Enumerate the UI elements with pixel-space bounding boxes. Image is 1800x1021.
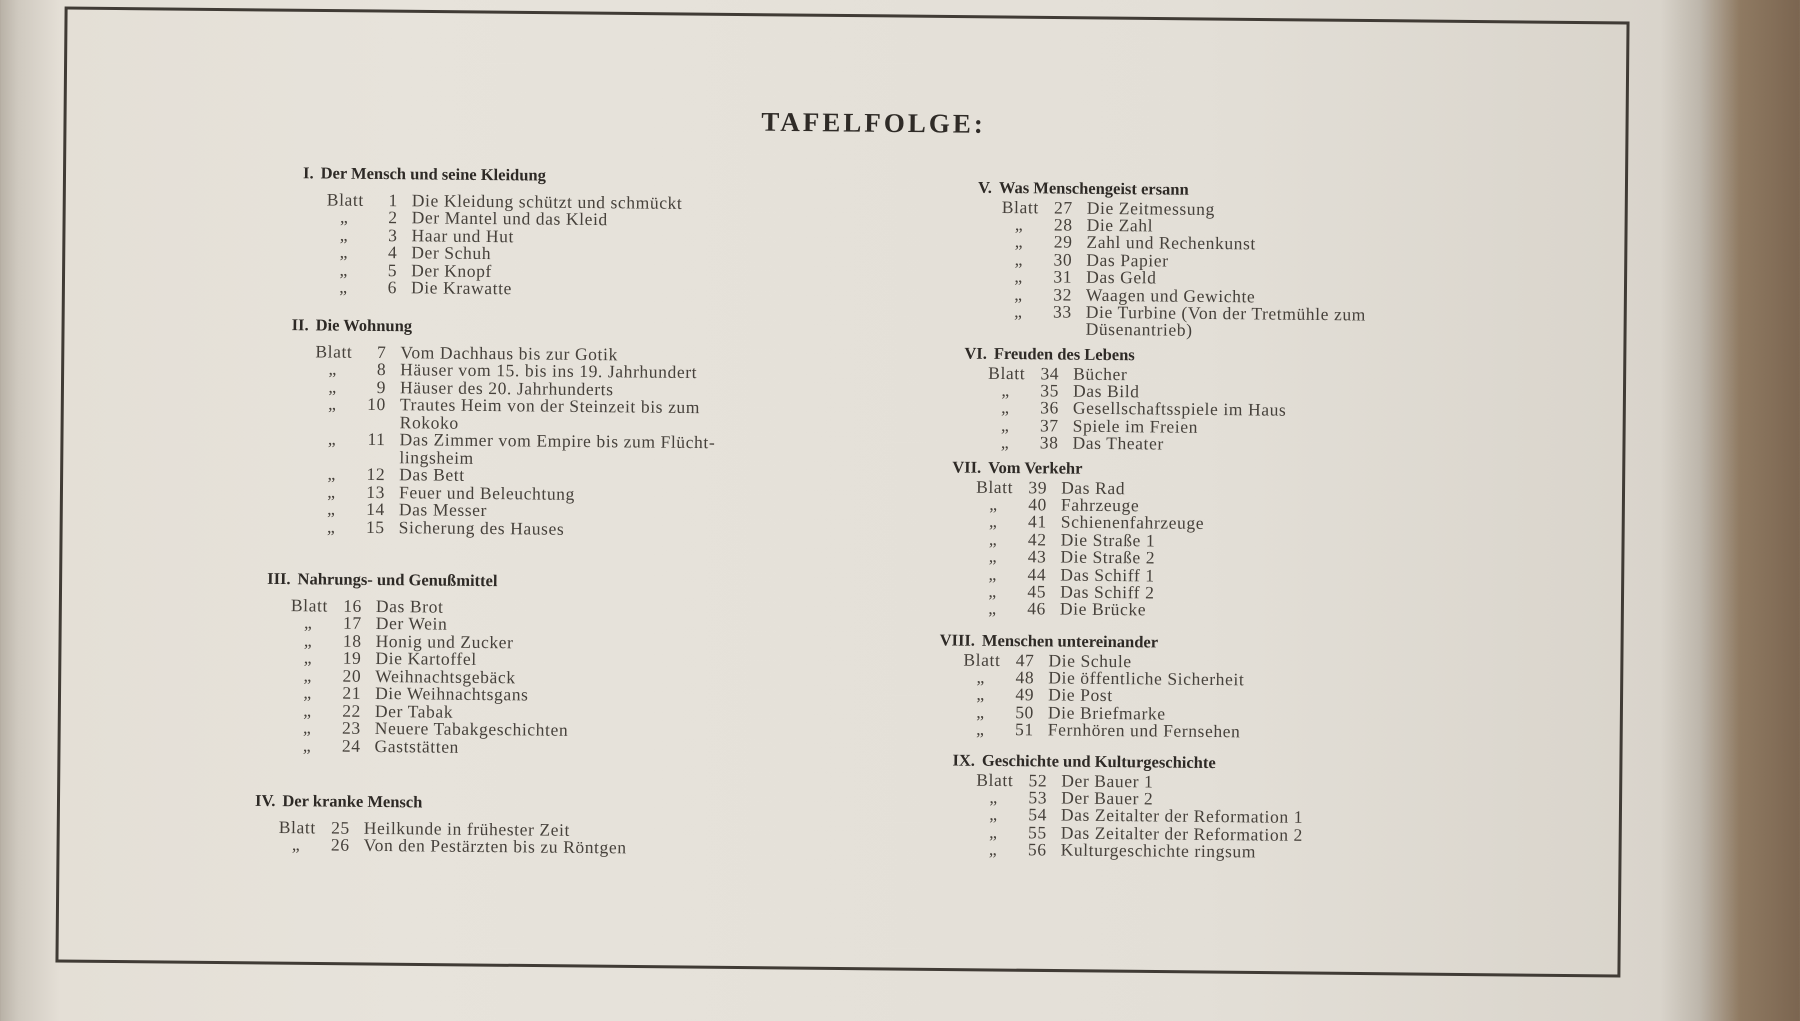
sheet-number: 42 (1027, 528, 1047, 550)
blatt-label: Blatt (1001, 196, 1039, 217)
ditto-mark: „ (1014, 248, 1024, 269)
ditto-mark: „ (303, 629, 313, 650)
toc-entry (326, 278, 682, 299)
ditto-mark: „ (989, 786, 998, 807)
section-numeral: III. (267, 568, 291, 589)
sheet-number: 5 (387, 259, 398, 280)
entry-title: Feuer und Beleuchtung (398, 481, 576, 504)
entry-title: Das Messer (398, 499, 488, 521)
sheet-number: 12 (366, 463, 386, 485)
sheet-number: 30 (1053, 249, 1073, 270)
toc-entry (290, 734, 569, 757)
entry-title: Gesellschaftsspiele im Haus (1072, 397, 1287, 421)
section-heading (303, 164, 683, 185)
entry-title: Das Schiff 2 (1060, 581, 1155, 603)
ditto-mark: „ (976, 701, 985, 722)
blatt-label: Blatt (315, 340, 353, 362)
section-numeral: IX. (952, 750, 976, 770)
sheet-number: 35 (1040, 380, 1060, 401)
entry-title: Die Schule (1048, 649, 1132, 671)
section-6 (963, 345, 1287, 455)
blatt-label: Blatt (278, 816, 316, 837)
ditto-mark: „ (988, 598, 997, 619)
entry-title: Der Knopf (411, 259, 493, 281)
entry-title: Die Zeitmessung (1086, 197, 1215, 219)
sheet-number: 36 (1040, 397, 1059, 418)
ditto-mark: „ (339, 224, 349, 245)
sheet-number: 10 (367, 393, 386, 415)
section-9 (952, 752, 1304, 862)
ditto-mark: „ (1000, 432, 1010, 453)
entry-list (963, 651, 1245, 741)
entry-title: Die Post (1048, 684, 1113, 706)
sheet-number: 24 (341, 735, 361, 756)
ditto-mark: „ (1014, 213, 1024, 235)
section-title: Freuden des Lebens (993, 343, 1135, 365)
ditto-mark: „ (988, 545, 998, 567)
entry-title: Von den Pestärzten bis zu Röntgen (363, 834, 627, 858)
ditto-mark: „ (988, 580, 997, 601)
section-heading (255, 792, 627, 813)
sheet-number: 2 (388, 207, 398, 228)
ditto-mark: „ (291, 834, 301, 855)
sheet-number: 40 (1028, 494, 1048, 515)
sheet-number: 56 (1027, 839, 1047, 860)
toc-entry (987, 434, 1286, 454)
ditto-mark: „ (976, 684, 985, 705)
ditto-mark: „ (989, 511, 998, 532)
entry-title: Die Zahl (1086, 214, 1154, 236)
section-title: Die Wohnung (315, 315, 413, 336)
sheet-number: 41 (1028, 511, 1047, 532)
toc-entry (963, 718, 1244, 742)
ditto-mark: „ (303, 682, 312, 703)
sheet-number: 53 (1028, 787, 1048, 808)
section-heading (952, 459, 1204, 479)
blatt-label: Blatt (290, 594, 329, 616)
entry-title: Der Mantel und das Kleid (411, 207, 608, 230)
section-5 (977, 179, 1368, 341)
sheet-number: 47 (1015, 649, 1035, 670)
sheet-number: 31 (1053, 266, 1073, 287)
ditto-mark: „ (988, 563, 998, 584)
entry-title: Weihnachtsgebäck (375, 665, 516, 687)
entry-title: Der Bauer 2 (1061, 787, 1154, 809)
sheet-number: 49 (1015, 684, 1035, 705)
sheet-number: 32 (1053, 283, 1073, 305)
entry-list (326, 188, 683, 299)
entry-title: Spiele im Freien (1072, 415, 1199, 437)
section-7 (951, 459, 1205, 620)
ditto-mark: „ (302, 734, 312, 755)
entry-title: Die Briefmarke (1047, 702, 1166, 724)
ditto-mark: „ (976, 718, 985, 739)
ditto-mark: „ (339, 241, 349, 262)
entry-title: Die Kartoffel (375, 647, 477, 669)
entry-title: Gaststätten (374, 735, 460, 757)
section-heading (292, 316, 717, 338)
sheet-number: 28 (1053, 214, 1073, 235)
entry-title-block (1059, 598, 1147, 620)
entry-title: Das Zeitalter der Reformation 1 (1060, 804, 1304, 828)
entry-title: Das Papier (1086, 249, 1169, 271)
entry-title: Der Wein (375, 612, 448, 634)
entry-title: Die Weihnachtsgans (375, 682, 529, 705)
section-1 (302, 164, 683, 299)
sheet-number: 27 (1054, 196, 1073, 218)
sheet-number: 54 (1028, 804, 1048, 825)
entry-title: Sicherung des Hauses (398, 516, 565, 539)
section-title: Was Menschengeist ersann (998, 177, 1189, 199)
entry-title-continuation: Rokoko (399, 411, 459, 433)
entry-title: Der Schuh (411, 242, 492, 264)
ditto-mark: „ (1014, 301, 1023, 322)
section-4 (255, 792, 628, 857)
sheet-number: 15 (365, 516, 385, 537)
section-heading (940, 631, 1245, 651)
ditto-mark: „ (1014, 283, 1023, 304)
entry-title-block (375, 737, 460, 755)
sheet-number: 13 (366, 481, 386, 502)
entry-title-continuation: lingsheim (399, 446, 474, 468)
sheet-number: 29 (1053, 231, 1073, 252)
entry-title-continuation: Düsenantrieb) (1085, 319, 1193, 341)
entry-title: Schienenfahrzeuge (1060, 511, 1205, 534)
entry-title: Die Turbine (Von der Tretmühle zum (1085, 301, 1367, 325)
toc-entry (314, 518, 715, 539)
sheet-number: 4 (387, 242, 398, 263)
sheet-number: 11 (367, 428, 386, 450)
section-8 (939, 631, 1245, 740)
sheet-number: 34 (1040, 362, 1060, 384)
ditto-mark: „ (1014, 231, 1024, 252)
sheet-number: 46 (1027, 598, 1047, 619)
blatt-label: Blatt (326, 188, 364, 210)
entry-title: Die öffentliche Sicherheit (1048, 667, 1245, 690)
section-title: Nahrungs- und Genußmittel (297, 569, 498, 591)
blatt-label: Blatt (976, 476, 1014, 497)
blatt-label: Blatt (963, 649, 1001, 670)
section-numeral: I. (303, 163, 314, 183)
sheet-number: 22 (342, 700, 362, 721)
ditto-mark: „ (303, 699, 312, 720)
entry-title: Trautes Heim von der Steinzeit bis zum (399, 394, 701, 418)
entry-title-block (1047, 719, 1241, 742)
ditto-mark: „ (327, 463, 337, 484)
sheet-number: 7 (376, 341, 387, 362)
sheet-number: 9 (376, 376, 387, 397)
entry-title-block (1072, 432, 1164, 454)
section-numeral: VIII. (939, 630, 976, 650)
section-numeral: II. (291, 315, 309, 335)
entry-list (987, 364, 1286, 454)
sheet-number: 23 (341, 717, 361, 738)
section-heading (267, 570, 570, 590)
sheet-number: 44 (1027, 563, 1047, 584)
sheet-number: 17 (342, 612, 362, 633)
ditto-mark: „ (989, 804, 998, 825)
sheet-number: 55 (1028, 821, 1047, 843)
entry-list (1001, 198, 1367, 341)
section-numeral: V. (977, 177, 993, 197)
entry-title: Das Schiff 1 (1060, 564, 1155, 585)
entry-title-block (411, 279, 512, 297)
sheet-number: 20 (342, 665, 362, 686)
ditto-mark: „ (327, 481, 336, 502)
toc-entry (279, 836, 627, 857)
ditto-mark: „ (976, 666, 986, 687)
sheet-number: 39 (1028, 476, 1048, 497)
sheet-number: 33 (1053, 301, 1072, 322)
sheet-number: 25 (331, 817, 350, 838)
entry-list (278, 816, 627, 858)
ditto-mark: „ (988, 838, 998, 860)
ditto-mark: „ (1014, 266, 1023, 287)
entry-title-block (399, 431, 715, 469)
entry-title: Fernhören und Fernsehen (1047, 719, 1241, 742)
entry-title: Das Theater (1072, 432, 1164, 454)
ditto-mark: „ (328, 393, 337, 414)
section-numeral: VII. (952, 457, 982, 477)
ditto-mark: „ (303, 664, 313, 685)
ditto-mark: „ (988, 528, 998, 549)
ditto-mark: „ (339, 276, 348, 297)
blatt-label: Blatt (976, 769, 1014, 790)
sheet-number: 43 (1027, 546, 1047, 567)
section-numeral: VI. (964, 343, 987, 363)
entry-title: Das Zeitalter der Reformation 2 (1060, 822, 1304, 845)
blatt-label: Blatt (988, 362, 1026, 383)
ditto-mark: „ (339, 206, 349, 227)
entry-title: Häuser des 20. Jahrhunderts (399, 376, 614, 399)
toc-entry (975, 600, 1203, 620)
ditto-mark: „ (327, 428, 337, 449)
entry-title: Kulturgeschichte ringsum (1060, 839, 1257, 862)
page-title: TAFELFOLGE: (761, 106, 987, 139)
entry-title: Die Krawatte (410, 277, 513, 299)
ditto-mark: „ (327, 498, 336, 519)
entry-title: Die Straße 1 (1060, 529, 1156, 551)
entry-title: Haar und Hut (411, 224, 515, 246)
entry-title: Der Bauer 1 (1061, 770, 1154, 791)
entry-title: Heilkunde in frühester Zeit (363, 817, 571, 840)
entry-title-block (400, 396, 700, 434)
ditto-mark: „ (1001, 379, 1010, 400)
entry-title: Das Zimmer vom Empire bis zum Flücht- (399, 429, 716, 453)
entry-title: Das Bett (399, 464, 465, 485)
section-title: Der Mensch und seine Kleidung (320, 163, 546, 185)
section-numeral: IV. (254, 790, 276, 811)
sheet-number: 3 (388, 224, 398, 245)
sheet-number: 19 (342, 647, 362, 668)
ditto-mark: „ (339, 259, 348, 280)
entry-title: Das Geld (1086, 266, 1157, 288)
entry-title: Die Kleidung schützt und schmückt (411, 189, 683, 213)
toc-entry (976, 838, 1303, 862)
sheet-number: 1 (388, 189, 398, 210)
entry-title: Bücher (1073, 363, 1128, 384)
section-2 (290, 316, 717, 539)
ditto-mark: „ (328, 358, 338, 379)
ditto-mark: „ (303, 717, 312, 738)
ditto-mark: „ (304, 612, 313, 633)
entry-title-block (1060, 839, 1257, 862)
ditto-mark: „ (989, 493, 998, 514)
entry-title: Honig und Zucker (375, 630, 514, 652)
sheet-number: 8 (376, 358, 387, 380)
section-title: Der kranke Mensch (282, 791, 423, 812)
entry-title: Die Brücke (1059, 598, 1147, 620)
entry-title: Häuser vom 15. bis ins 19. Jahrhundert (400, 359, 698, 383)
sheet-number: 21 (342, 682, 362, 703)
sheet-number: 37 (1039, 415, 1059, 436)
entry-title-block (398, 516, 565, 539)
section-3 (266, 570, 570, 757)
entry-title: Vom Dachhaus bis zur Gotik (400, 341, 618, 364)
entry-title: Der Tabak (374, 700, 454, 722)
sheet-number: 51 (1015, 719, 1034, 740)
section-title: Vom Verkehr (988, 457, 1083, 478)
entry-title: Zahl und Rechenkunst (1086, 232, 1257, 254)
sheet-number: 26 (330, 834, 350, 855)
ditto-mark: „ (989, 821, 998, 842)
toc-entry (1001, 303, 1366, 341)
ditto-mark: „ (328, 376, 337, 397)
entry-title-block (1085, 301, 1367, 342)
entry-list (314, 340, 717, 539)
entry-title: Das Rad (1061, 477, 1126, 498)
entry-title: Die Straße 2 (1060, 546, 1156, 568)
sheet-number: 6 (387, 277, 398, 298)
ditto-mark: „ (303, 647, 313, 668)
entry-title-block (363, 834, 627, 858)
sheet-number: 45 (1027, 581, 1047, 602)
entry-list (290, 594, 570, 757)
ditto-mark: „ (1000, 414, 1010, 435)
section-title: Geschichte und Kulturgeschichte (981, 750, 1216, 773)
sheet-number: 14 (366, 498, 385, 520)
sheet-number: 38 (1039, 432, 1059, 453)
sheet-number: 18 (342, 630, 362, 651)
sheet-number: 16 (343, 595, 363, 616)
entry-list (976, 771, 1304, 861)
entry-title: Das Brot (375, 595, 444, 617)
entry-title: Waagen und Gewichte (1085, 284, 1256, 306)
ditto-mark: „ (1001, 397, 1010, 418)
entry-title: Das Bild (1072, 380, 1140, 402)
sheet-number: 52 (1028, 769, 1048, 790)
sheet-number: 50 (1015, 701, 1035, 723)
section-title: Menschen untereinander (981, 630, 1159, 652)
entry-list (975, 478, 1205, 619)
ditto-mark: „ (326, 516, 336, 537)
entry-title: Fahrzeuge (1060, 494, 1140, 516)
entry-title: Neuere Tabakgeschichten (374, 717, 569, 740)
sheet-number: 48 (1015, 667, 1035, 688)
